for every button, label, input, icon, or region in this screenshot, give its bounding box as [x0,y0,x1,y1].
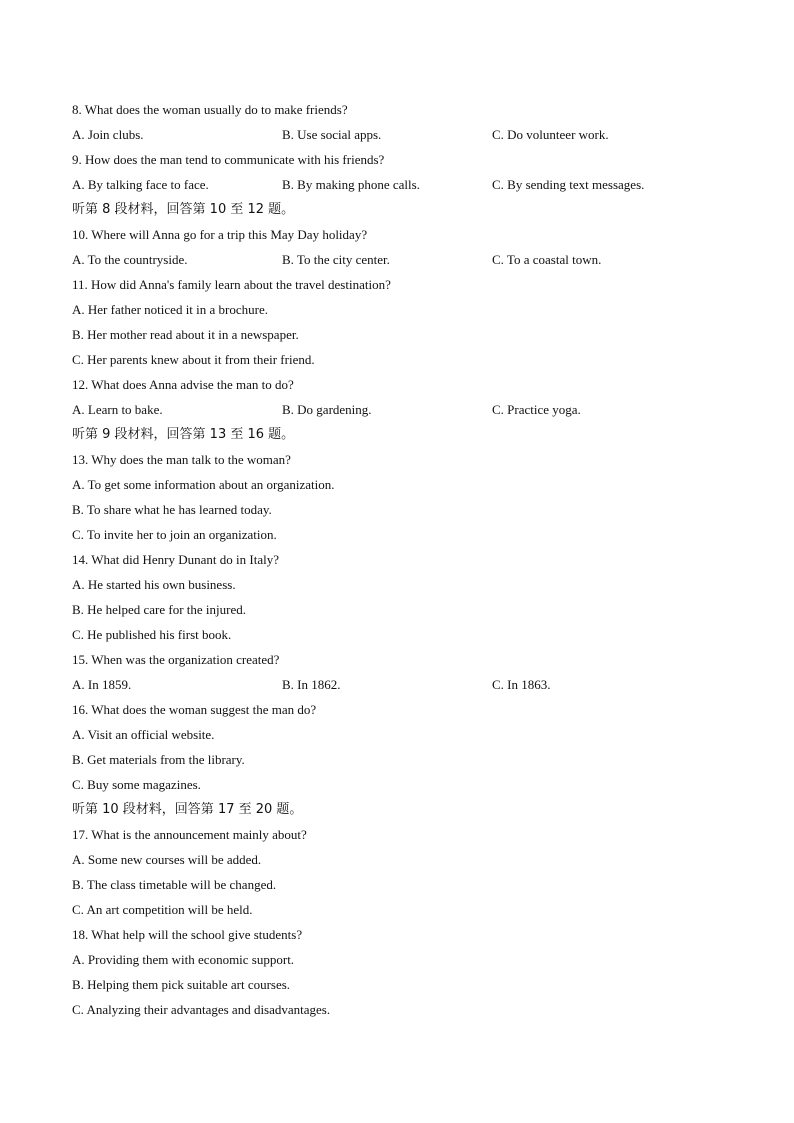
question-11: 11. How did Anna's family learn about the travel destination? [72,277,391,292]
section-heading-8: 听第 8 段材料，回答第 10 至 12 题。 [72,202,295,217]
option-c: C. Buy some magazines. [72,777,201,792]
option-c: C. Her parents knew about it from their friend. [72,352,315,367]
exam-page [72,97,732,1022]
option-b: B. Get materials from the library. [72,752,245,767]
option-b: B. Her mother read about it in a newspaper. [72,327,299,342]
option-a: A. Learn to bake. [72,402,163,417]
option-c: C. To a coastal town. [492,252,602,267]
question-16: 16. What does the woman suggest the man do? [72,702,317,717]
question-13: 13. Why does the man talk to the woman? [72,452,291,467]
option-b: B. By making phone calls. [282,177,420,192]
question-17: 17. What is the announcement mainly about? [72,827,307,842]
question-14: 14. What did Henry Dunant do in Italy? [72,552,279,567]
option-b: B. Use social apps. [282,127,382,142]
option-b: B. In 1862. [282,677,341,692]
option-a: A. Visit an official website. [72,727,215,742]
section-heading-10: 听第 10 段材料，回答第 17 至 20 题。 [72,802,303,817]
option-a: A. To get some information about an organization. [72,477,335,492]
option-a: A. To the countryside. [72,252,188,267]
option-c: C. To invite her to join an organization. [72,527,277,542]
option-b: B. To share what he has learned today. [72,502,272,517]
option-a: A. He started his own business. [72,577,236,592]
question-10-options [72,247,732,272]
option-c: C. Analyzing their advantages and disadvantages. [72,1002,331,1017]
option-a: A. Some new courses will be added. [72,852,262,867]
option-a: A. By talking face to face. [72,177,209,192]
option-b: B. Do gardening. [282,402,372,417]
option-b: B. To the city center. [282,252,390,267]
option-c: C. In 1863. [492,677,551,692]
option-a: A. Her father noticed it in a brochure. [72,302,269,317]
question-8-options [72,122,732,147]
option-a: A. Providing them with economic support. [72,952,295,967]
question-15-options [72,672,732,697]
question-10: 10. Where will Anna go for a trip this May Day holiday? [72,227,368,242]
question-12-options [72,397,732,422]
question-8: 8. What does the woman usually do to make friends? [72,102,348,117]
option-c: C. Do volunteer work. [492,127,609,142]
option-c: C. By sending text messages. [492,177,645,192]
question-9: 9. How does the man tend to communicate with his friends? [72,152,385,167]
section-heading-9: 听第 9 段材料，回答第 13 至 16 题。 [72,427,295,442]
option-a: A. In 1859. [72,677,132,692]
question-9-options [72,172,732,197]
option-b: B. Helping them pick suitable art courses. [72,977,291,992]
question-18: 18. What help will the school give students? [72,927,303,942]
option-a: A. Join clubs. [72,127,144,142]
question-12: 12. What does Anna advise the man to do? [72,377,294,392]
option-c: C. Practice yoga. [492,402,581,417]
question-15: 15. When was the organization created? [72,652,280,667]
option-c: C. An art competition will be held. [72,902,253,917]
option-b: B. He helped care for the injured. [72,602,246,617]
option-c: C. He published his first book. [72,627,232,642]
option-b: B. The class timetable will be changed. [72,877,277,892]
